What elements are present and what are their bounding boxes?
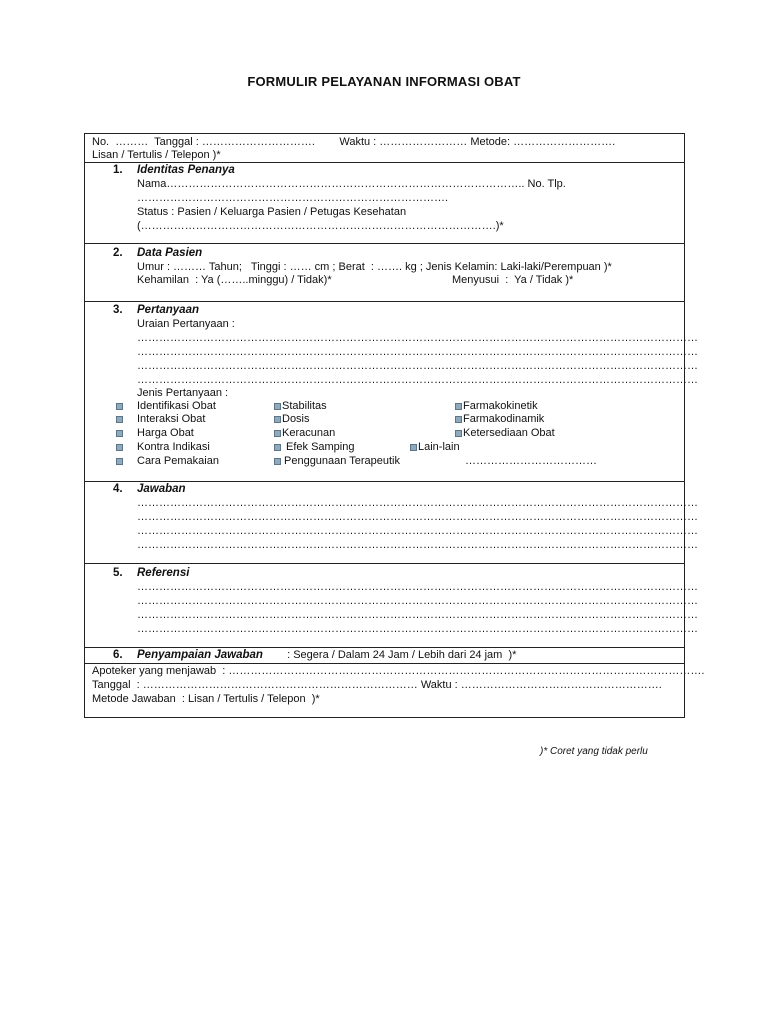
referensi-line[interactable]: ……………………………………………………………………………………………………………………………………… — [137, 623, 698, 635]
header-line-metode[interactable]: Lisan / Tertulis / Telepon )* — [92, 149, 221, 161]
divider — [85, 243, 684, 244]
option-label: Cara Pemakaian — [137, 455, 219, 467]
option-label: Farmakokinetik — [463, 400, 538, 412]
uraian-label: Uraian Pertanyaan : — [137, 318, 235, 330]
section-5-number: 5. — [113, 567, 123, 579]
jawaban-line[interactable]: ……………………………………………………………………………………………………………………………………… — [137, 497, 698, 509]
option-label: Efek Samping — [286, 441, 355, 453]
checkbox-interaksi-obat[interactable] — [116, 416, 123, 423]
option-label: Penggunaan Terapeutik — [284, 455, 401, 467]
uraian-line[interactable]: ……………………………………………………………………………………………………………………………………… — [137, 360, 698, 372]
option-label: Stabilitas — [282, 400, 327, 412]
apoteker-field[interactable]: Apoteker yang menjawab : …………………………………………………………………………………………………………………. — [92, 665, 705, 677]
section-1-title: Identitas Penanya — [137, 164, 235, 176]
menyusui-field[interactable]: Menyusui : Ya / Tidak )* — [452, 274, 574, 286]
divider — [85, 481, 684, 482]
divider — [85, 162, 684, 163]
section-1-number: 1. — [113, 164, 123, 176]
checkbox-keracunan[interactable] — [274, 430, 281, 437]
option-label: Farmakodinamik — [463, 413, 545, 425]
uraian-line[interactable]: ……………………………………………………………………………………………………………………………………… — [137, 374, 698, 386]
uraian-line[interactable]: ……………………………………………………………………………………………………………………………………… — [137, 346, 698, 358]
status-options[interactable]: Status : Pasien / Keluarga Pasien / Petugas Kesehatan — [137, 206, 407, 218]
penyampaian-options[interactable]: : Segera / Dalam 24 Jam / Lebih dari 24 jam )* — [281, 649, 517, 661]
referensi-line[interactable]: ……………………………………………………………………………………………………………………………………… — [137, 581, 698, 593]
checkbox-penggunaan-terapeutik[interactable] — [274, 458, 281, 465]
divider — [85, 663, 684, 664]
divider — [85, 301, 684, 302]
checkbox-lain-lain[interactable] — [410, 444, 417, 451]
status-other-field[interactable]: (…………………………………………………………………………………….)* — [137, 220, 504, 232]
section-6-title: Penyampaian Jawaban — [137, 649, 263, 661]
checkbox-ketersediaan-obat[interactable] — [455, 430, 462, 437]
kehamilan-field[interactable]: Kehamilan : Ya (……..minggu) / Tidak)* — [137, 274, 332, 286]
checkbox-efek-samping[interactable] — [274, 444, 281, 451]
lain-lain-field[interactable]: ……………………………… — [465, 455, 597, 467]
metode-jawaban-field[interactable]: Metode Jawaban : Lisan / Tertulis / Telepon )* — [92, 693, 320, 705]
form-title: FORMULIR PELAYANAN INFORMASI OBAT — [247, 74, 521, 89]
checkbox-harga-obat[interactable] — [116, 430, 123, 437]
checkbox-dosis[interactable] — [274, 416, 281, 423]
section-5-title: Referensi — [137, 567, 190, 579]
section-2-number: 2. — [113, 247, 123, 259]
option-label: Ketersediaan Obat — [463, 427, 555, 439]
referensi-line[interactable]: ……………………………………………………………………………………………………………………………………… — [137, 609, 698, 621]
section-4-number: 4. — [113, 483, 123, 495]
section-2-title: Data Pasien — [137, 247, 203, 259]
option-label: Lain-lain — [418, 441, 460, 453]
option-label: Kontra Indikasi — [137, 441, 210, 453]
option-label: Interaksi Obat — [137, 413, 206, 425]
jawaban-line[interactable]: ……………………………………………………………………………………………………………………………………… — [137, 525, 698, 537]
divider — [85, 647, 684, 648]
checkbox-farmakodinamik[interactable] — [455, 416, 462, 423]
footnote: )* Coret yang tidak perlu — [540, 746, 648, 757]
checkbox-farmakokinetik[interactable] — [455, 403, 462, 410]
uraian-line[interactable]: ……………………………………………………………………………………………………………………………………… — [137, 332, 698, 344]
form-table — [84, 133, 705, 718]
section-3-title: Pertanyaan — [137, 304, 200, 316]
section-3-number: 3. — [113, 304, 123, 316]
nama-field[interactable]: Nama…………………………………………………………………………………….. No. Tlp. — [137, 178, 566, 190]
jenis-label: Jenis Pertanyaan : — [137, 387, 229, 399]
tanggal-waktu-field[interactable]: Tanggal : ………………………………………………………………… Waktu : ………………………………………………. — [92, 679, 662, 691]
option-label: Dosis — [282, 413, 310, 425]
jawaban-line[interactable]: ……………………………………………………………………………………………………………………………………… — [137, 511, 698, 523]
tlp-field-dots[interactable]: …………………………………………………………………………. — [137, 192, 449, 204]
checkbox-cara-pemakaian[interactable] — [116, 458, 123, 465]
referensi-line[interactable]: ……………………………………………………………………………………………………………………………………… — [137, 595, 698, 607]
checkbox-kontra-indikasi[interactable] — [116, 444, 123, 451]
umur-tinggi-berat-field[interactable]: Umur : ……… Tahun; Tinggi : …… cm ; Berat : ……. kg ; Jenis Kelamin: Laki-laki/Perempuan )* — [137, 261, 612, 273]
option-label: Keracunan — [282, 427, 336, 439]
checkbox-stabilitas[interactable] — [274, 403, 281, 410]
section-6-number: 6. — [113, 649, 123, 661]
option-label: Harga Obat — [137, 427, 194, 439]
jawaban-line[interactable]: ……………………………………………………………………………………………………………………………………… — [137, 539, 698, 551]
header-line-no-tanggal[interactable]: No. ……… Tanggal : …………………………. Waktu : …………………… Metode: ………………………. — [92, 136, 616, 148]
divider — [85, 563, 684, 564]
checkbox-identifikasi-obat[interactable] — [116, 403, 123, 410]
section-4-title: Jawaban — [137, 483, 186, 495]
option-label: Identifikasi Obat — [137, 400, 216, 412]
